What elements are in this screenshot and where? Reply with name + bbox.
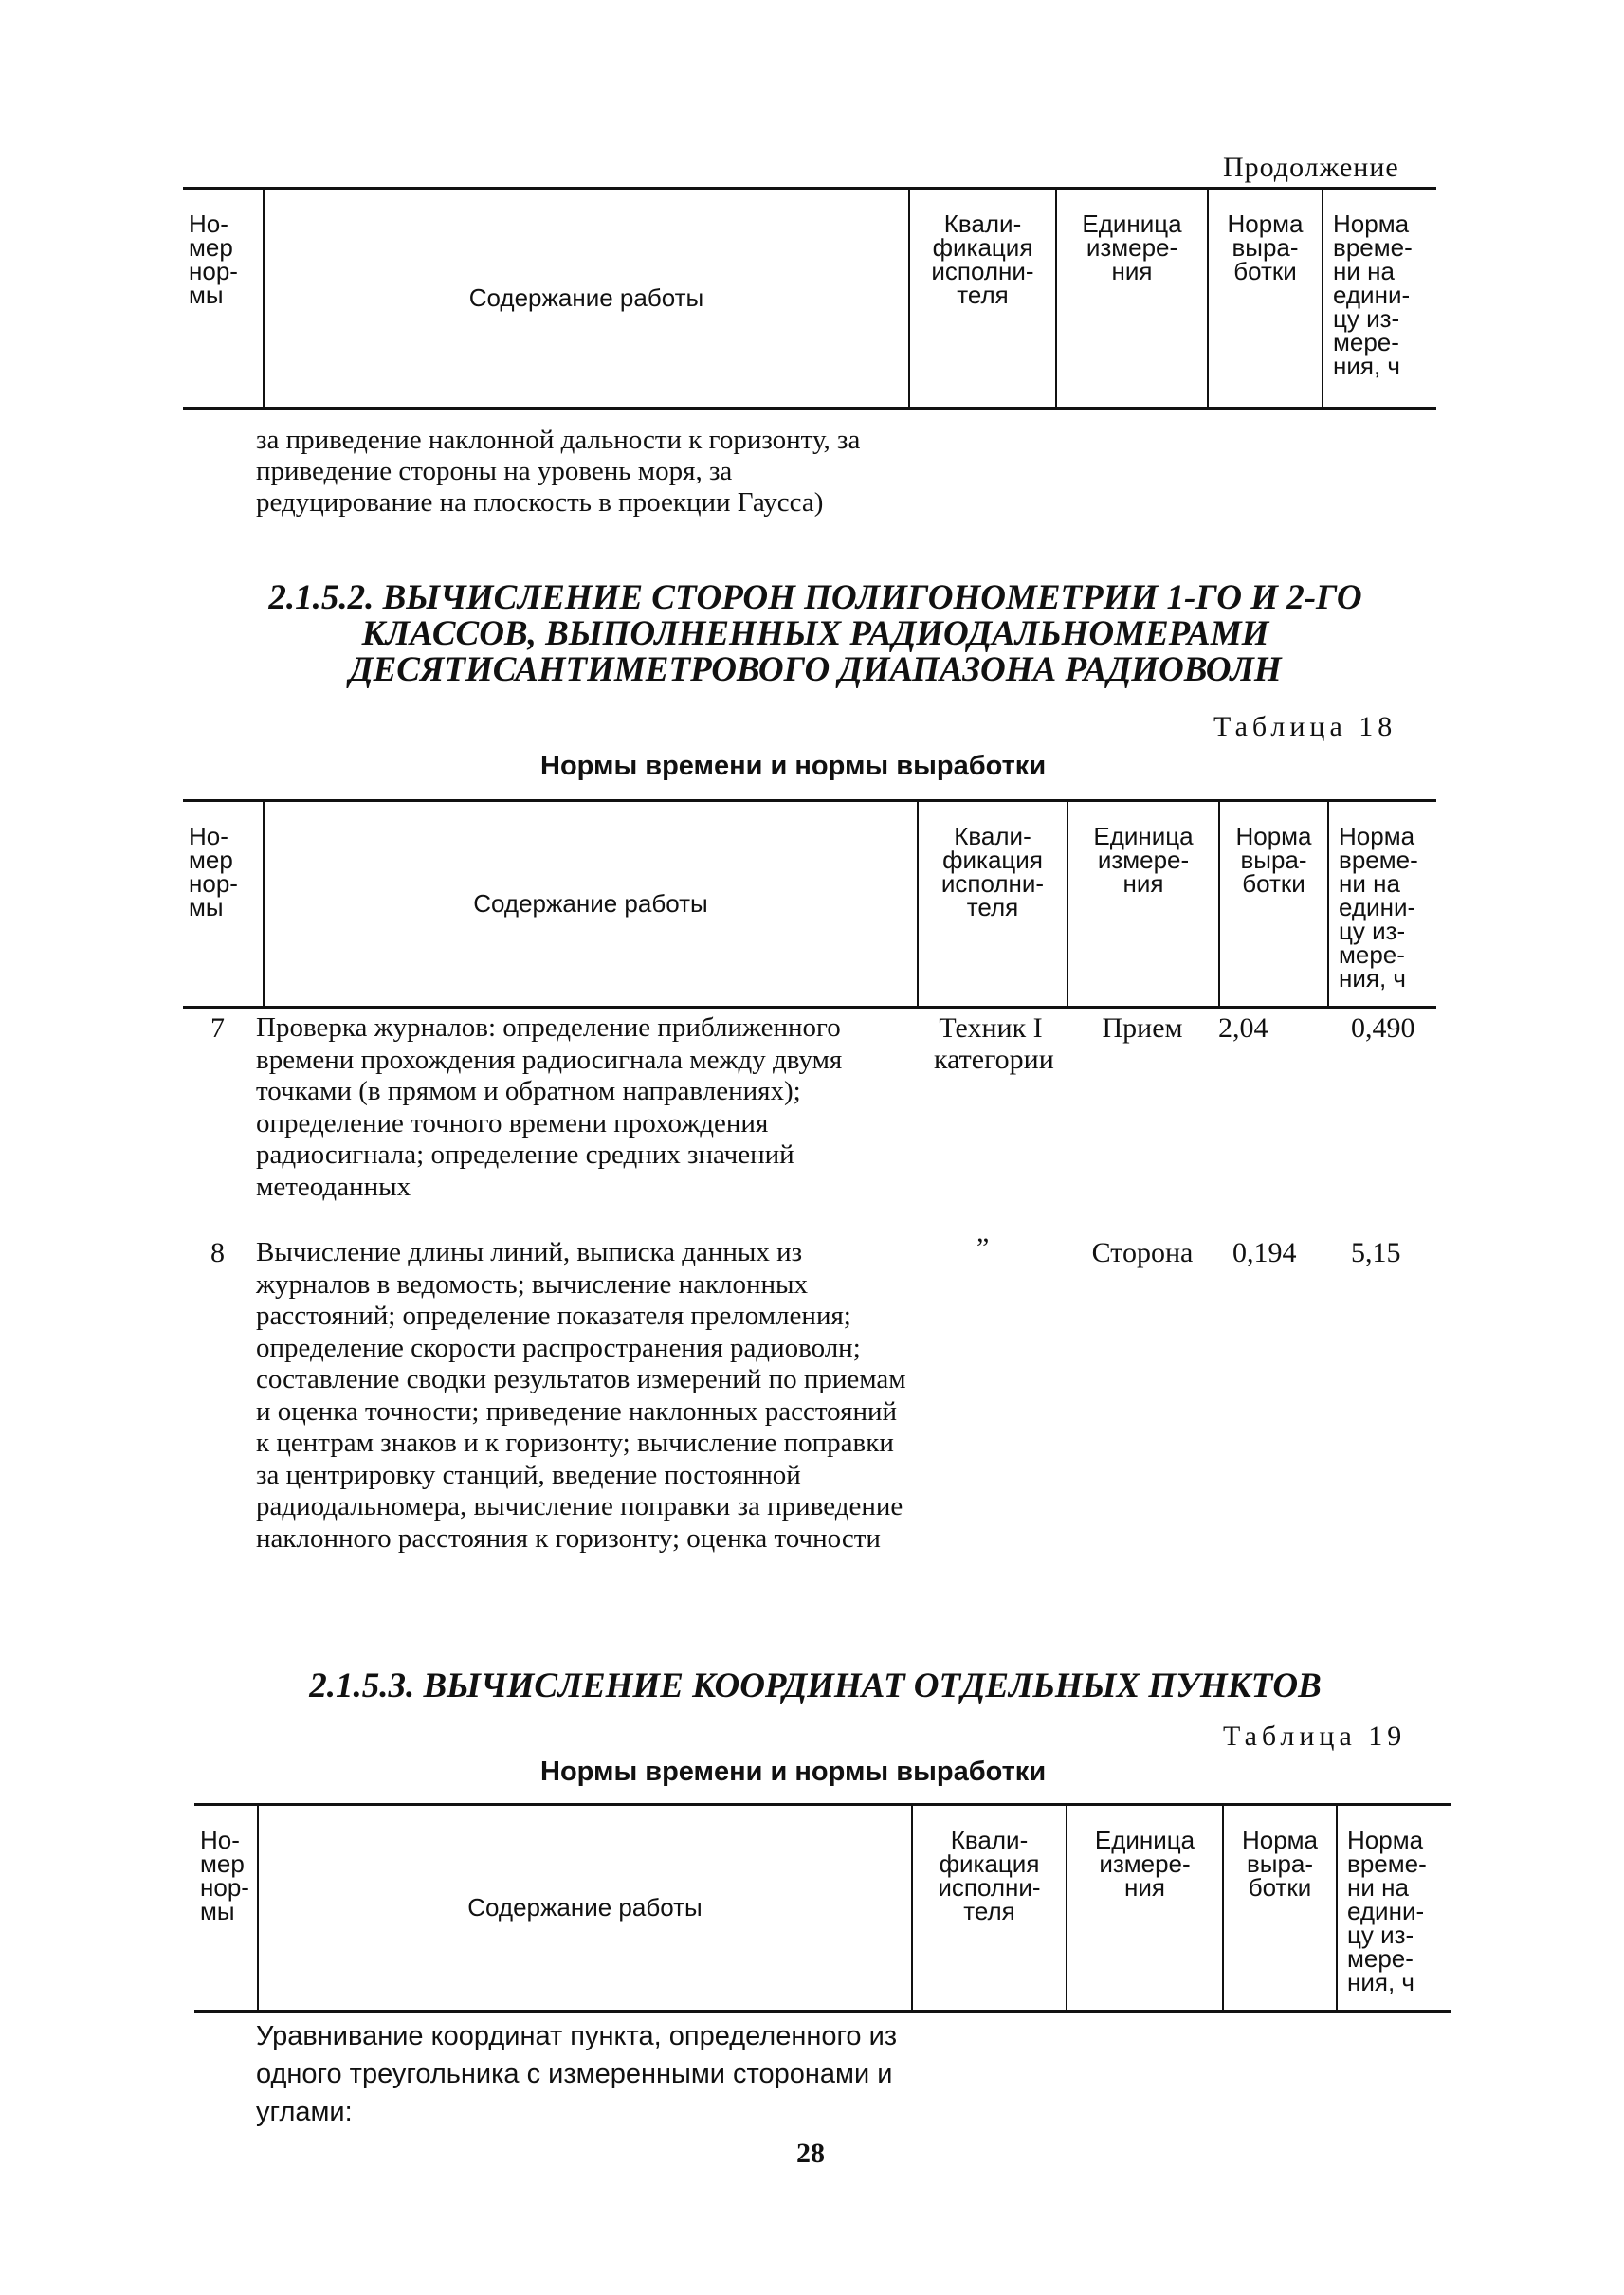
header-num: Но- мер нор- мы xyxy=(200,1826,249,1925)
bottom-text: Уравнивание координат пункта, определенного из одного треугольника с измеренными сторонами и углами: xyxy=(256,2021,898,2127)
header-norm: Норма выра- ботки xyxy=(1223,1805,1337,2012)
heading-line-2: КЛАССОВ, ВЫПОЛНЕННЫХ РАДИОДАЛЬНОМЕРАМИ xyxy=(361,614,1269,653)
header-content: Содержание работы xyxy=(264,801,918,1008)
header-qual: Квали- фикация исполни- теля xyxy=(909,189,1056,409)
row-8-qual: ” xyxy=(976,1232,990,1264)
table-title-19: Нормы времени и нормы выработки xyxy=(540,1757,1047,1787)
row-8-unit: Сторона xyxy=(1091,1237,1194,1268)
row-7-unit: Прием xyxy=(1102,1012,1183,1044)
table-label-19: Таблица 19 xyxy=(1223,1721,1407,1752)
row-8-time: 5,15 xyxy=(1351,1237,1401,1268)
table-header-continued xyxy=(183,187,1436,410)
header-unit: Единица измере- ния xyxy=(1067,801,1219,1008)
page-number: 28 xyxy=(796,2138,825,2169)
header-qual: Квали- фикация исполни- теля xyxy=(918,801,1067,1008)
header-content: Содержание работы xyxy=(258,1805,912,2012)
table-18-header xyxy=(183,799,1436,1009)
header-time: Норма време- ни на едини- цу из- мере- ния, ч xyxy=(1323,189,1436,409)
section-heading-2152 xyxy=(190,580,1441,688)
header-unit: Единица измере- ния xyxy=(1056,189,1208,409)
heading-line-1: 2.1.5.2. ВЫЧИСЛЕНИЕ СТОРОН ПОЛИГОНОМЕТРИИ 1-ГО И 2-ГО xyxy=(268,578,1362,617)
row-7-norm: 2,04 xyxy=(1218,1012,1268,1044)
continuation-label: Продолжение xyxy=(1223,152,1399,183)
header-norm: Норма выра- ботки xyxy=(1208,189,1323,409)
continued-text: за приведение наклонной дальности к горизонту, за приведение стороны на уровень моря, за редуцирование на плоскость в проекции Гаусса) xyxy=(256,425,861,518)
heading-line-3: ДЕСЯТИСАНТИМЕТРОВОГО ДИАПАЗОНА РАДИОВОЛН xyxy=(349,650,1282,689)
header-time: Норма време- ни на едини- цу из- мере- ния, ч xyxy=(1328,801,1436,1008)
header-unit: Единица измере- ния xyxy=(1067,1805,1223,2012)
row-7-num: 7 xyxy=(210,1012,225,1044)
row-8-content: Вычисление длины линий, выписка данных из журналов в ведомость; вычисление наклонных расстояний; определение показателя преломления; определение скорости распространения радиоволн; составление сводки результатов измерений по приемам и оценка точности; приведение наклонных расстояний к центрам знаков и к горизонту; вычисление поправки за центрировку станций, введение постоянной радиодальномера, вычисление поправки за приведение наклонного расстояния к горизонту; оценка точности xyxy=(256,1237,906,1554)
row-7-content: Проверка журналов: определение приближенного времени прохождения радиосигнала между двумя точками (в прямом и обратном направлениях); определение точного времени прохождения радиосигнала; определение средних значений метеоданных xyxy=(256,1012,843,1202)
row-7-time: 0,490 xyxy=(1351,1012,1415,1044)
header-qual: Квали- фикация исполни- теля xyxy=(912,1805,1067,2012)
section-heading-2153: 2.1.5.3. ВЫЧИСЛЕНИЕ КООРДИНАТ ОТДЕЛЬНЫХ ПУНКТОВ xyxy=(309,1667,1322,1705)
row-8-norm: 0,194 xyxy=(1232,1237,1297,1268)
header-num: Но- мер нор- мы xyxy=(189,209,238,309)
header-time: Норма време- ни на едини- цу из- мере- ния, ч xyxy=(1337,1805,1451,2012)
row-7-qual: Техник I категории xyxy=(934,1012,1054,1075)
table-title-18: Нормы времени и нормы выработки xyxy=(540,751,1047,781)
header-norm: Норма выра- ботки xyxy=(1219,801,1328,1008)
header-num: Но- мер нор- мы xyxy=(189,822,238,921)
header-content: Содержание работы xyxy=(264,189,909,409)
row-8-num: 8 xyxy=(210,1237,225,1268)
table-19-header xyxy=(194,1803,1451,2013)
table-label-18: Таблица 18 xyxy=(1213,711,1397,742)
